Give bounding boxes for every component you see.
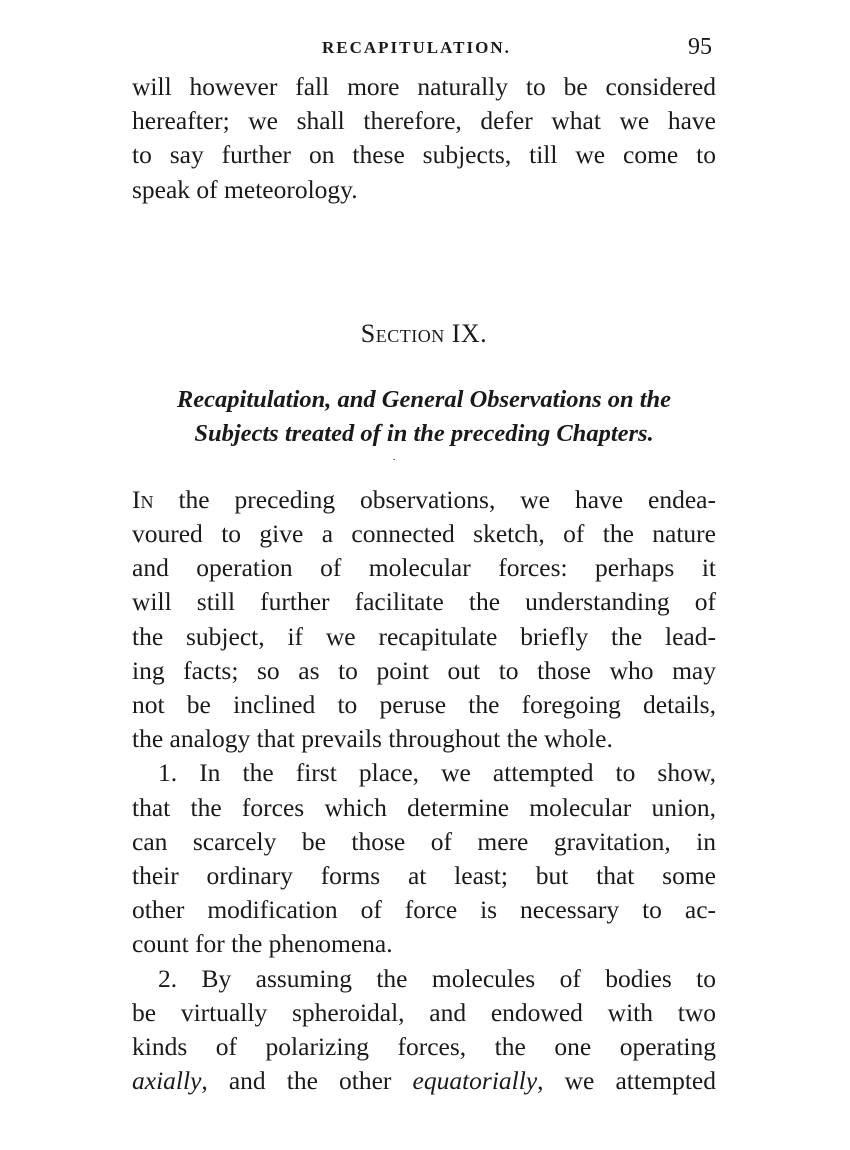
- line-middle: , and the other: [201, 1066, 413, 1096]
- text-line: will however fall more naturally to be considered: [132, 72, 716, 101]
- intro-paragraph: [132, 70, 716, 207]
- text-line: [132, 483, 716, 517]
- text-line: count for the phenomena.: [132, 929, 393, 959]
- text-line: other modification of force is necessary to ac-: [132, 895, 716, 925]
- section-label: Section: [360, 318, 445, 348]
- subtitle-line: Subjects treated of in the preceding Chapters.: [194, 419, 654, 447]
- point-2-paragraph: [132, 962, 716, 1099]
- subtitle-line: Recapitulation, and General Observations on the: [176, 385, 672, 413]
- section-number: IX.: [451, 318, 488, 348]
- text-line: that the forces which determine molecular union,: [132, 792, 716, 822]
- text-line: the analogy that prevails throughout the whole.: [132, 724, 613, 754]
- text-line: their ordinary forms at least; but that some: [132, 861, 716, 891]
- section-subtitle: [132, 383, 716, 451]
- text-line: will still further facilitate the understanding of: [132, 587, 716, 617]
- text-line: 2. By assuming the molecules of bodies to: [158, 963, 716, 993]
- text-line: to say further on these subjects, till we come to: [132, 140, 716, 170]
- text-line: hereafter; we shall therefore, defer what we have: [132, 106, 716, 136]
- text-line: voured to give a connected sketch, of the nature: [132, 519, 716, 549]
- section-heading: [132, 319, 716, 349]
- text-line: can scarcely be those of mere gravitation, in: [132, 826, 716, 856]
- italic-word-equatorially: equatorially: [412, 1066, 538, 1096]
- line-end: , we attempted: [537, 1066, 716, 1096]
- text-line: be virtually spheroidal, and endowed with two: [132, 997, 716, 1027]
- book-page: [132, 30, 716, 1098]
- text-line: speak of meteorology.: [132, 174, 358, 204]
- text-line: ing facts; so as to point out to those who may: [132, 655, 716, 685]
- print-speck: ·: [392, 454, 396, 466]
- page-number: 95: [688, 34, 712, 60]
- running-title: RECAPITULATION.: [322, 38, 511, 57]
- text-line: 1. In the first place, we attempted to show,: [158, 758, 716, 788]
- text-line: kinds of polarizing forces, the one operating: [132, 1032, 716, 1062]
- first-word: In: [132, 484, 154, 514]
- running-head: [132, 30, 716, 70]
- text-line: the subject, if we recapitulate briefly the lead-: [132, 621, 716, 651]
- first-line-rest: the preceding observations, we have endea-: [153, 484, 716, 514]
- text-line: not be inclined to peruse the foregoing details,: [132, 690, 716, 720]
- first-paragraph: [132, 483, 716, 757]
- italic-word-axially: axially: [132, 1066, 202, 1096]
- text-line: and operation of molecular forces: perhaps it: [132, 553, 716, 583]
- text-line: [132, 1064, 716, 1098]
- point-1-paragraph: [132, 756, 716, 961]
